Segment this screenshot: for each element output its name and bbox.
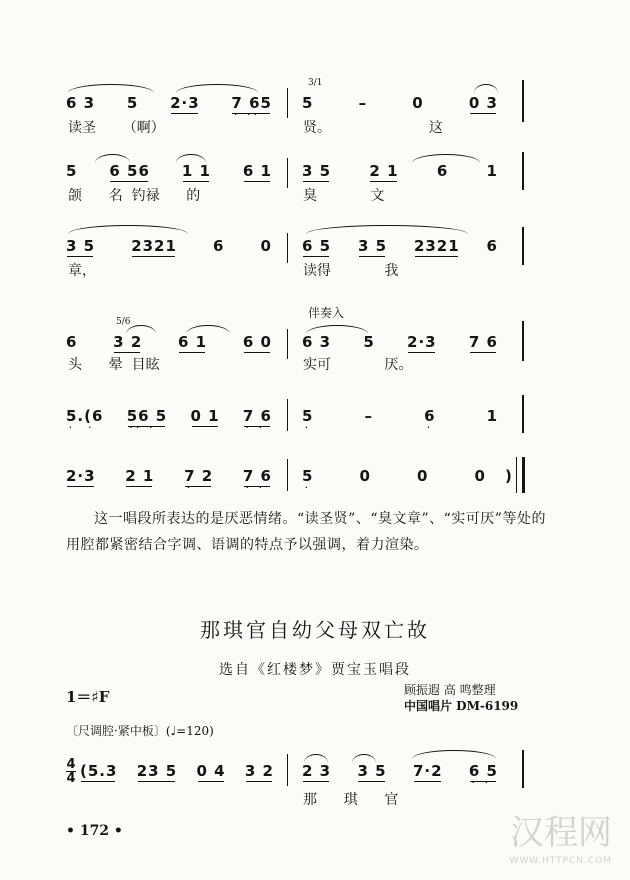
note-group: 7 6 · · — [242, 407, 272, 432]
note-group: 5.(6 · · — [66, 407, 104, 432]
note-group: 6 3 — [302, 333, 332, 351]
note-group: 7 6 · · — [242, 467, 272, 492]
slur — [474, 84, 498, 93]
note-group: 6 — [66, 333, 78, 351]
section-line — [522, 321, 524, 361]
time-signature-bottom: 4 — [66, 771, 76, 786]
bar-line — [287, 233, 288, 263]
song-subtitle: 选自《红楼梦》贾宝玉唱段 — [219, 662, 411, 678]
note-group: – — [358, 94, 368, 112]
note-group: 2 3 — [302, 762, 332, 780]
note-group: 0 — [359, 467, 371, 485]
note-group: 56 5 ·· · — [126, 407, 168, 432]
grace-note: 5/6 — [116, 317, 131, 327]
section-line — [522, 227, 524, 265]
note-group: 3 5 — [66, 237, 96, 255]
note-group: 2321 — [413, 237, 460, 255]
note-group: 5 — [126, 94, 139, 112]
lyrics-line: 臭 文 — [303, 188, 385, 204]
credits-editors: 顾振遐 高 鸣整理 — [404, 683, 496, 697]
section-line — [522, 80, 524, 122]
final-bar-thin — [516, 457, 517, 493]
lyrics-line: 那 琪 官 — [303, 792, 399, 808]
note-group: 23 5 — [136, 762, 178, 780]
note-group: 6 1 — [242, 162, 272, 180]
commentary-paragraph: 这一唱段所表达的是厌恶情绪。“读圣贤”、“臭文章”、“实可厌”等处的用腔都紧密结合字调、语调的特点予以强调，着力渲染。 — [66, 511, 546, 553]
note-group: 1 — [486, 162, 498, 180]
watermark-logo: 汉程网 — [510, 813, 612, 853]
note-group: – — [364, 407, 373, 425]
credits-record: 中国唱片 DM-6199 — [404, 699, 519, 713]
bar-line — [287, 459, 288, 491]
note-group: (5.3 — [80, 762, 118, 780]
lyrics-line: 章， — [68, 263, 96, 279]
accompaniment-cue: 伴奏入 — [308, 306, 345, 320]
slur — [176, 84, 258, 93]
note-group: 0 — [260, 237, 272, 255]
bar-line — [287, 329, 288, 359]
note-group: 6 · — [424, 407, 436, 432]
note-group: 0 1 — [190, 407, 220, 425]
note-group: 3 2 — [113, 333, 143, 351]
time-signature — [66, 758, 76, 785]
lyrics-line: 头 晕 目眩 — [68, 357, 160, 373]
section-line — [522, 152, 524, 190]
note-group: 3 5 — [357, 762, 387, 780]
section-line — [522, 395, 524, 433]
final-bar-thick — [522, 457, 525, 493]
note-group: 2321 — [131, 237, 177, 255]
tempo-marking: 〔尺调腔·紧中板〕(♩=120) — [66, 724, 214, 738]
note-group: 3 2 — [244, 762, 274, 780]
note-group: 5 — [66, 162, 78, 180]
lyrics-line: 颌 名 钓禄 的 — [68, 188, 201, 204]
closing-paren: ) — [505, 467, 513, 485]
bar-line — [287, 158, 288, 188]
note-group: 7·2 — [412, 762, 443, 780]
note-group: 0 — [412, 94, 424, 112]
note-group: 6 — [436, 162, 449, 180]
note-group: 3 5 — [302, 162, 332, 180]
note-group: 0 3 — [468, 94, 498, 112]
bar-line — [287, 399, 288, 431]
song-title: 那琪官自幼父母双亡故 — [200, 618, 430, 642]
key-signature: 1＝♯F — [66, 688, 110, 706]
note-group: 2·3 — [407, 333, 437, 351]
note-group: 7 6 — [468, 333, 498, 351]
note-group: 6 — [213, 237, 225, 255]
note-group: 5 · — [302, 467, 314, 492]
slur — [412, 750, 496, 759]
note-group: 6 3 — [66, 94, 96, 112]
bar-line — [287, 88, 288, 118]
note-group: 6 — [486, 237, 498, 255]
note-group: 1 1 — [181, 162, 211, 180]
note-group: 6 5 · · — [468, 762, 498, 787]
section-line — [522, 750, 524, 788]
note-group: 6 5 — [302, 237, 332, 255]
lyrics-line: 实可 厌。 — [303, 357, 413, 373]
slur — [68, 225, 188, 234]
note-group: 1 — [486, 407, 498, 425]
lyrics-line: 读圣 （啊） — [68, 120, 165, 136]
note-group: 2·3 — [170, 94, 200, 112]
note-group: 5 — [302, 94, 314, 112]
page-number: • 172 • — [66, 823, 123, 839]
note-group: 0 — [474, 467, 486, 485]
note-group: 5 — [363, 333, 375, 351]
note-group: 2·3 — [66, 467, 96, 485]
note-group: 0 — [417, 467, 429, 485]
note-group: 5 · — [302, 407, 314, 432]
note-group: 6 0 — [242, 333, 272, 351]
bar-line — [287, 754, 288, 786]
slur — [306, 225, 468, 234]
note-group: 7 2 · — [184, 467, 214, 492]
lyrics-line: 贤。 这 — [303, 120, 443, 136]
note-group: 6 1 — [178, 333, 208, 351]
slur — [68, 84, 154, 93]
note-group: 6 56 — [109, 162, 150, 180]
note-group: 2 1 — [125, 467, 155, 485]
note-group: 0 4 — [196, 762, 226, 780]
lyrics-line: 读得 我 — [303, 263, 399, 279]
watermark-url: WWW.HTTPCN.COM — [509, 856, 612, 866]
note-group: 2 1 — [369, 162, 399, 180]
note-group: 7 65 · ·· — [231, 94, 272, 119]
note-group: 3 5 — [357, 237, 388, 255]
time-signature-top: 4 — [66, 757, 76, 772]
grace-note: 3/1 — [308, 78, 323, 88]
